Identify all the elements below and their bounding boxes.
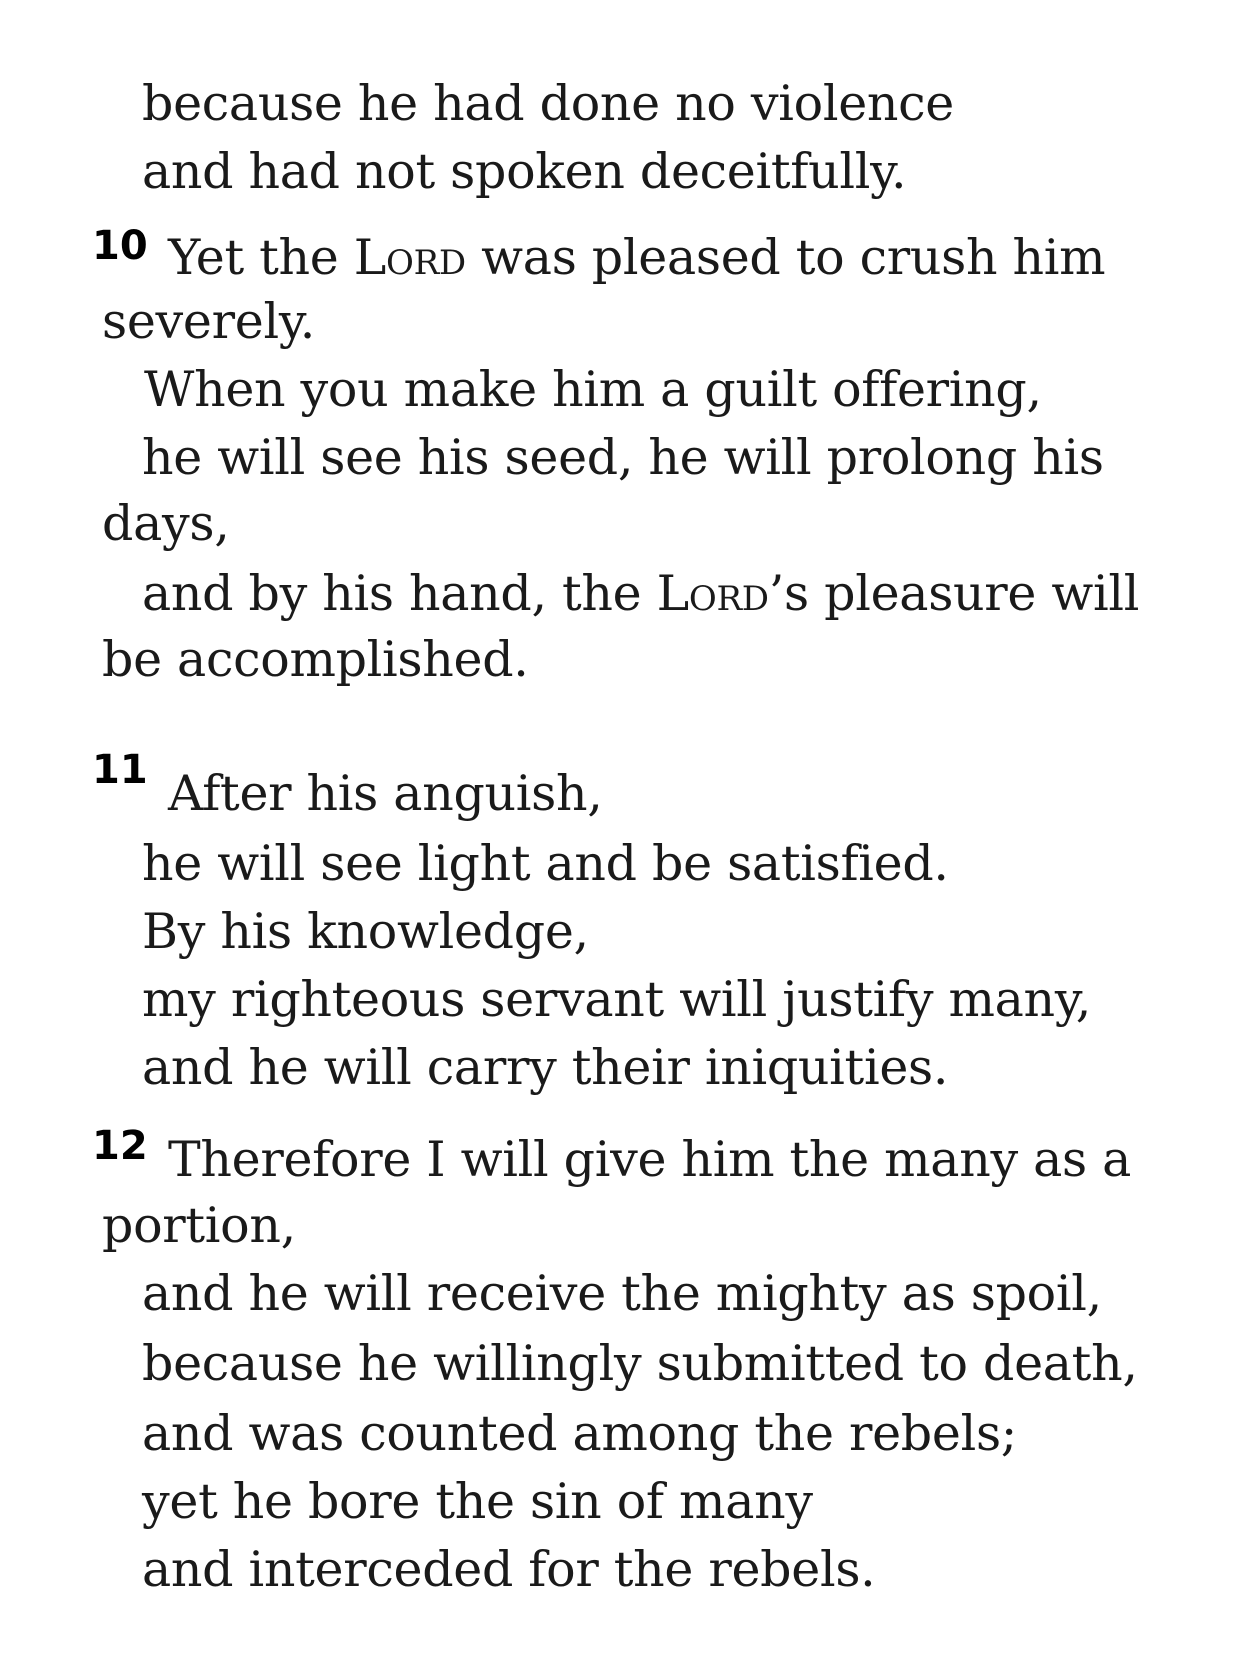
line-text: was pleased to crush him [465, 229, 1106, 286]
poetry-line: By his knowledge, [142, 903, 589, 960]
poetry-line: my righteous servant will justify many, [142, 971, 1091, 1028]
poetry-line: and interceded for the rebels. [142, 1541, 876, 1598]
poetry-line: and had not spoken deceitfully. [142, 143, 907, 200]
verse-number-12: 12 [92, 1123, 148, 1169]
line-text: Yet the [168, 229, 354, 286]
poetry-line: and he will carry their iniquities. [142, 1039, 949, 1096]
poetry-line: because he willingly submitted to death, [142, 1335, 1138, 1392]
line-text: and by his hand, the [142, 565, 657, 622]
poetry-line [142, 564, 1139, 624]
poetry-line: and was counted among the rebels; [142, 1405, 1017, 1462]
poetry-line-wrap: be accomplished. [102, 631, 529, 688]
verse-number-11: 11 [92, 747, 148, 793]
line-text: ’s pleasure will [768, 565, 1140, 622]
verse-number-10: 10 [92, 223, 148, 269]
poetry-line: yet he bore the sin of many [142, 1473, 813, 1530]
poetry-line: and he will receive the mighty as spoil, [142, 1265, 1102, 1322]
poetry-line: Therefore I will give him the many as a [168, 1131, 1132, 1188]
poetry-line-wrap: severely. [102, 293, 315, 350]
poetry-line [168, 228, 1105, 288]
poetry-line-wrap: portion, [102, 1197, 296, 1254]
divine-name: Lord [353, 229, 466, 286]
poetry-line: After his anguish, [168, 765, 603, 822]
poetry-line: he will see light and be satisfied. [142, 835, 949, 892]
divine-name: Lord [656, 565, 769, 622]
poetry-line: he will see his seed, he will prolong his [142, 429, 1104, 486]
poetry-line: When you make him a guilt offering, [144, 361, 1042, 418]
poetry-line-wrap: days, [102, 495, 230, 552]
poetry-line: because he had done no violence [142, 75, 955, 132]
